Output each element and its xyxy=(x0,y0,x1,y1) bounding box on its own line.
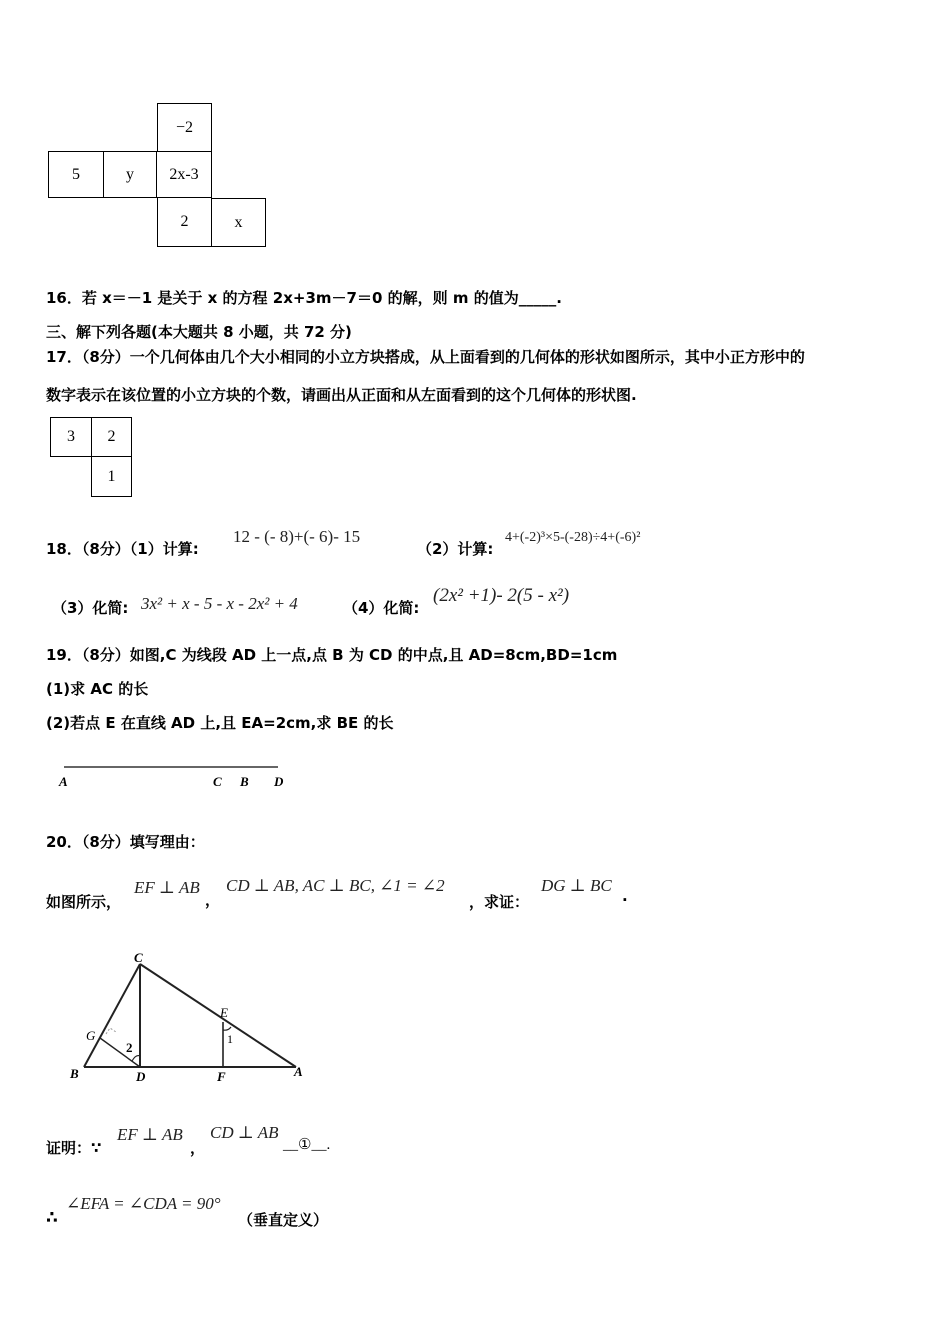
question-18-label-4: （4）化简: xyxy=(343,599,420,617)
question-19-sub1: (1)求 AC 的长 xyxy=(46,680,149,698)
label-d: D xyxy=(274,774,284,789)
angle-2-label: 2 xyxy=(126,1040,133,1055)
prove-label: ，求证： xyxy=(469,893,530,911)
segment-figure xyxy=(50,755,310,795)
expression-1: 12 - (- 8)+(- 6)- 15 xyxy=(233,527,361,546)
label-c: C xyxy=(134,950,143,965)
label-a: A xyxy=(294,1064,303,1079)
label-c: C xyxy=(213,774,222,789)
net-cell: 5 xyxy=(48,151,103,198)
question-18-label-2: （2）计算: xyxy=(417,540,494,558)
label-f: F xyxy=(217,1069,226,1084)
proof-label: 证明：∵ xyxy=(46,1139,102,1157)
net-cell: y xyxy=(103,151,157,198)
proof-condition-1: EF ⊥ AB xyxy=(117,1125,183,1144)
expression-4: (2x² +1)- 2(5 - x²) xyxy=(433,585,570,606)
label-e: E xyxy=(220,1005,228,1020)
blank-1[interactable]: __①__. xyxy=(283,1137,331,1153)
label-a: A xyxy=(59,774,68,789)
label-b: B xyxy=(240,774,249,789)
proof-comma: ， xyxy=(190,1139,206,1157)
condition-cd-ab: CD ⊥ AB, AC ⊥ BC, ∠1 = ∠2 xyxy=(226,876,445,895)
segment-dg xyxy=(100,1038,140,1067)
condition-ef-ab: EF ⊥ AB xyxy=(134,878,200,897)
section-3-heading: 三、解下列各题(本大题共 8 小题，共 72 分) xyxy=(46,323,352,341)
side-ca xyxy=(140,964,296,1067)
net-cell-top: −2 xyxy=(157,103,212,151)
top-view-cell: 1 xyxy=(91,457,132,497)
right-angle-mark xyxy=(106,1028,116,1034)
question-18-prefix: 18．（8分）（1）计算: xyxy=(46,540,199,558)
label-g: G xyxy=(86,1028,96,1043)
question-18-label-3: （3）化简: xyxy=(52,599,129,617)
comma: ， xyxy=(205,891,221,909)
expression-3: 3x² + x - 5 - x - 2x² + 4 xyxy=(141,594,298,613)
goal-period: . xyxy=(622,887,628,905)
therefore-symbol: ∴ xyxy=(46,1208,58,1228)
net-cell: 2x-3 xyxy=(157,151,212,198)
net-cell: x xyxy=(212,198,266,247)
angle-1-label: 1 xyxy=(227,1032,233,1046)
expression-2: 4+(-2)³×5-(-28)÷4+(-6)² xyxy=(505,530,641,545)
angle-1-arc xyxy=(223,1027,231,1030)
top-view-cell: 2 xyxy=(91,417,132,457)
top-view-cell: 3 xyxy=(50,417,91,457)
question-16: 16．若 x＝－1 是关于 x 的方程 2x+3m－7＝0 的解，则 m 的值为_____. xyxy=(46,289,562,307)
question-17-line1: 17．（8分）一个几何体由几个大小相同的小立方块搭成，从上面看到的几何体的形状如图所示，其中小正方形中的 xyxy=(46,348,805,366)
question-17-line2: 数字表示在该位置的小立方块的个数，请画出从正面和从左面看到的这个几何体的形状图. xyxy=(46,386,637,404)
question-19-title: 19．（8分）如图,C 为线段 AD 上一点,点 B 为 CD 的中点,且 AD=8cm,BD=1cm xyxy=(46,646,618,664)
triangle-figure xyxy=(60,950,330,1085)
question-20-intro: 如图所示， xyxy=(46,893,122,911)
goal-dg-bc: DG ⊥ BC xyxy=(541,876,612,895)
question-20-title: 20．（8分）填写理由： xyxy=(46,833,205,851)
net-cell: 2 xyxy=(157,198,212,247)
angle-equation: ∠EFA = ∠CDA = 90° xyxy=(66,1194,221,1213)
proof-condition-2: CD ⊥ AB xyxy=(210,1123,279,1142)
label-b: B xyxy=(70,1066,79,1081)
question-19-sub2: (2)若点 E 在直线 AD 上,且 EA=2cm,求 BE 的长 xyxy=(46,714,394,732)
reason-text: （垂直定义） xyxy=(238,1211,329,1229)
label-d: D xyxy=(136,1069,146,1084)
angle-2-arc xyxy=(132,1056,140,1061)
